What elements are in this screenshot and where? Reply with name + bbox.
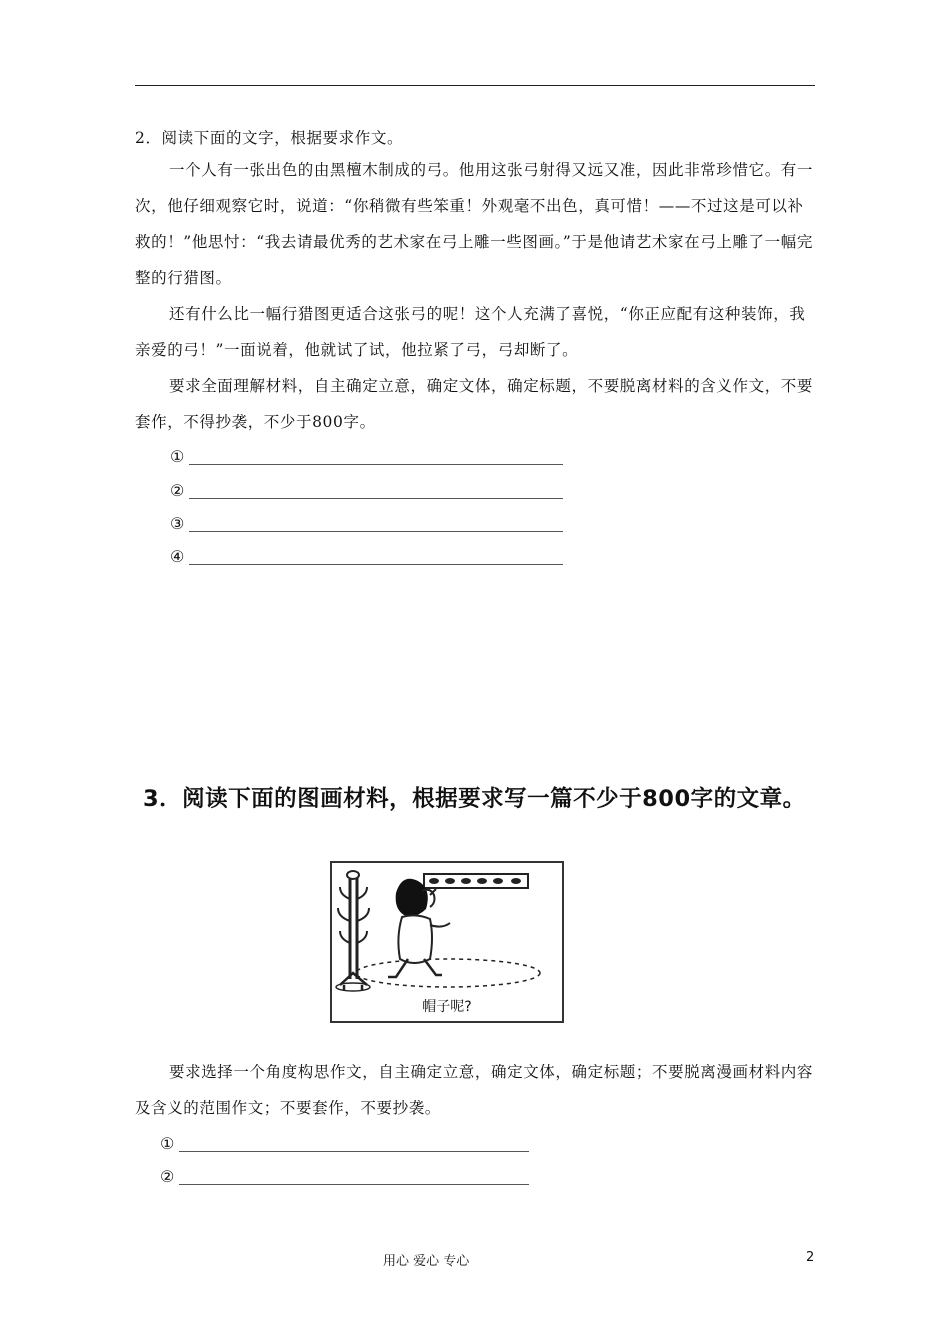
- answer-underline: [179, 1137, 529, 1152]
- page-number: 2: [806, 1250, 815, 1265]
- q2-answer-line-1[interactable]: [170, 446, 563, 468]
- q2-answer-line-4[interactable]: [170, 546, 563, 568]
- q2-answer-line-2[interactable]: [170, 480, 563, 502]
- cartoon-illustration: [330, 861, 564, 1023]
- q3-answer-line-2[interactable]: [160, 1166, 529, 1188]
- answer-underline: [189, 484, 563, 499]
- blank-number: ②: [160, 1167, 175, 1186]
- blank-number: ④: [170, 547, 185, 566]
- blank-number: ②: [170, 481, 185, 500]
- blank-number: ①: [160, 1134, 175, 1153]
- blank-number: ③: [170, 514, 185, 533]
- blank-number: ①: [170, 447, 185, 466]
- answer-underline: [189, 550, 563, 565]
- q2-title: 2．阅读下面的文字，根据要求作文。: [135, 129, 404, 147]
- q3-requirement: 要求选择一个角度构思作文，自主确定立意，确定文体，确定标题；不要脱离漫画材料内容及含义的范围作文；不要套作，不要抄袭。: [135, 1063, 814, 1117]
- answer-underline: [189, 450, 563, 465]
- q2-answer-line-3[interactable]: [170, 513, 563, 535]
- q3-title: 3．阅读下面的图画材料，根据要求写一篇不少于800字的文章。: [143, 786, 806, 812]
- answer-underline: [189, 517, 563, 532]
- q2-paragraph-1: 一个人有一张出色的由黑檀木制成的弓。他用这张弓射得又远又准，因此非常珍惜它。有一次，他仔细观察它时，说道：“你稍微有些笨重！外观毫不出色，真可惜！——不过这是可以补救的！”他思忖：“我去请最优秀的艺术家在弓上雕一些图画。”于是他请艺术家在弓上雕了一幅完整的行猎图。: [135, 161, 814, 287]
- hat-shelf-icon: [424, 874, 528, 888]
- footer-motto: 用心 爱心 专心: [383, 1254, 470, 1269]
- q2-paragraph-3: 要求全面理解材料，自主确定立意，确定文体，确定标题，不要脱离材料的含义作文，不要套作，不得抄袭，不少于800字。: [135, 377, 814, 431]
- header-rule: [135, 85, 815, 86]
- answer-underline: [179, 1170, 529, 1185]
- q2-paragraph-2: 还有什么比一幅行猎图更适合这张弓的呢！这个人充满了喜悦，“你正应配有这种装饰，我亲爱的弓！”一面说着，他就试了试，他拉紧了弓，弓却断了。: [135, 305, 806, 359]
- q3-answer-line-1[interactable]: [160, 1133, 529, 1155]
- cartoon-caption: 帽子呢?: [422, 999, 472, 1015]
